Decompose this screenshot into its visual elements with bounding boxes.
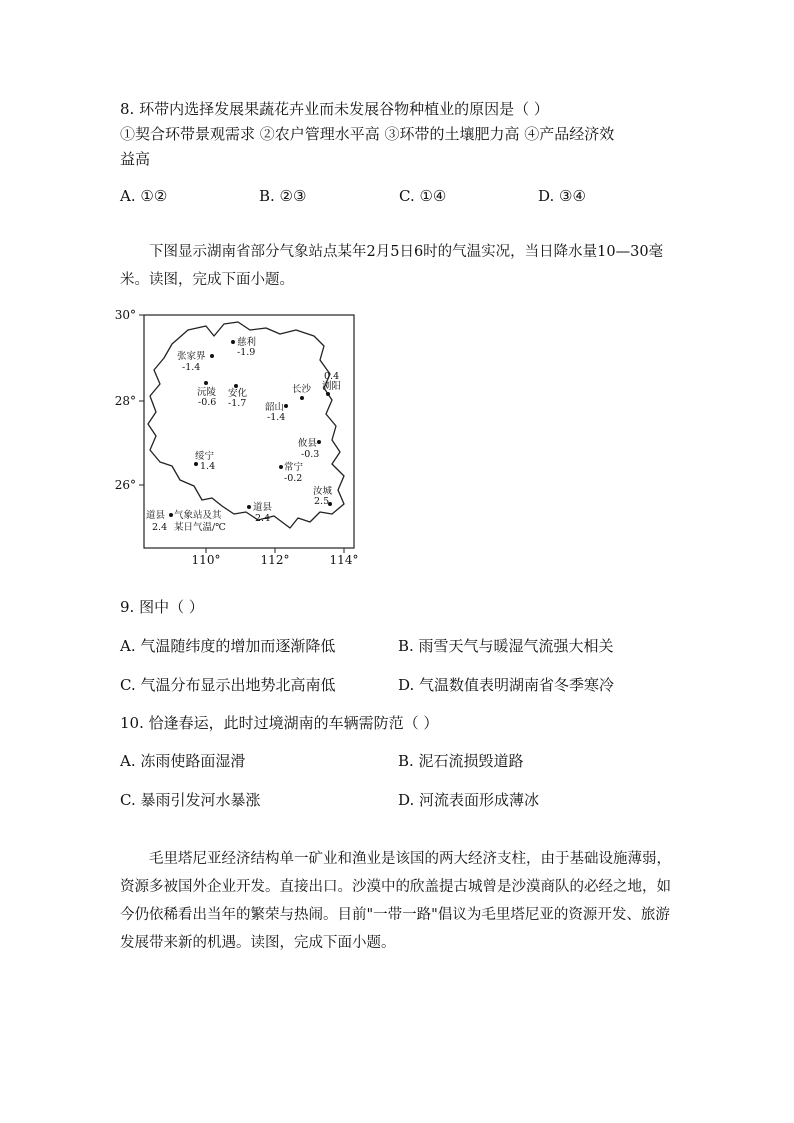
- station-temp: -0.6: [198, 397, 217, 408]
- q8-stem: 8. 环带内选择发展果蔬花卉业而未发展谷物种植业的原因是（ ）: [120, 100, 549, 118]
- station-dot: [194, 462, 198, 466]
- q8-items-line2: 益高: [120, 150, 151, 168]
- q9-option-a: A. 气温随纬度的增加而逐渐降低: [120, 637, 336, 655]
- station-name: 道县: [253, 502, 273, 513]
- station-dot: [204, 381, 208, 385]
- station-temp: 2.4: [255, 513, 271, 524]
- q10-option-c: C. 暴雨引发河水暴涨: [120, 791, 261, 809]
- station-name: 长沙: [292, 384, 312, 395]
- station-dot: [326, 392, 330, 396]
- mauritania-passage: [120, 845, 680, 957]
- lon-label-114: 114°: [329, 553, 359, 567]
- station-temp: -0.3: [301, 449, 320, 460]
- station-temp: -1.4: [182, 362, 201, 373]
- legend-line2: 某日气温/℃: [174, 522, 226, 533]
- lon-label-110: 110°: [191, 553, 221, 567]
- station-temp: 2.5: [314, 496, 330, 507]
- lat-label-26: 26°: [114, 478, 136, 492]
- station-dot: [210, 354, 214, 358]
- map-intro-text: 下图显示湖南省部分气象站点某年2月5日6时的气温实况，当日降水量10—30毫米。读图，完成下面小题。: [120, 244, 664, 288]
- q9-option-b: B. 雨雪天气与暖湿气流强大相关: [398, 637, 614, 655]
- legend-dot: [169, 513, 173, 517]
- legend-temp: 2.4: [152, 522, 168, 533]
- q9-option-c: C. 气温分布显示出地势北高南低: [120, 676, 336, 694]
- q8-option-a: A. ①②: [120, 187, 168, 205]
- q10-option-a: A. 冻雨使路面湿滑: [120, 752, 246, 770]
- station-temp: 0.4: [324, 371, 340, 382]
- station-dot: [284, 404, 288, 408]
- station-temp: 1.4: [200, 461, 216, 472]
- q8-option-b: B. ②③: [259, 187, 307, 205]
- station-dot: [279, 465, 283, 469]
- lat-label-30: 30°: [114, 308, 136, 322]
- q9-option-d: D. 气温数值表明湖南省冬季寒冷: [398, 676, 615, 694]
- q10-stem: 10. 恰逢春运，此时过境湖南的车辆需防范（ ）: [120, 714, 439, 732]
- mauritania-passage-text: 毛里塔尼亚经济结构单一矿业和渔业是该国的两大经济支柱，由于基础设施薄弱，资源多被国外企业开发。直接出口。沙漠中的欣盖提古城曾是沙漠商队的必经之地，如今仍依稀看出当年的繁荣与热闹。目前"一带一路"倡议为毛里塔尼亚的资源开发、旅游发展带来新的机遇。读图，完成下面小题。: [120, 851, 671, 951]
- legend-name: 道县: [146, 510, 166, 521]
- station-name: 常宁: [284, 462, 304, 473]
- station-dot: [300, 396, 304, 400]
- q10-option-d: D. 河流表面形成薄冰: [398, 791, 540, 809]
- station-temp: -1.4: [267, 412, 286, 423]
- station-anhua: [228, 384, 248, 409]
- hunan-temperature-map: [110, 300, 370, 570]
- station-temp: -1.7: [228, 398, 247, 409]
- station-name: 汝城: [313, 486, 333, 497]
- lat-label-28: 28°: [114, 394, 136, 408]
- station-name: 张家界: [177, 351, 206, 362]
- station-name: 浏阳: [322, 381, 342, 392]
- q8-items-line1: ①契合环带景观需求 ②农户管理水平高 ③环带的土壤肥力高 ④产品经济效: [120, 125, 615, 143]
- station-name: 安化: [228, 388, 248, 399]
- station-temp: -1.9: [237, 347, 256, 358]
- station-name: 慈利: [237, 337, 257, 348]
- map-intro: [120, 238, 680, 294]
- q9-stem: 9. 图中（ ）: [120, 598, 204, 616]
- q8-option-d: D. ③④: [538, 187, 586, 205]
- station-name: 攸县: [298, 438, 318, 449]
- station-dot: [247, 505, 251, 509]
- station-rucheng: [313, 485, 333, 507]
- station-dot: [231, 340, 235, 344]
- q8-option-c: C. ①④: [399, 187, 447, 205]
- station-name: 韶山: [265, 402, 285, 413]
- station-dot: [317, 440, 321, 444]
- lon-label-112: 112°: [260, 553, 290, 567]
- station-name: 沅陵: [197, 387, 217, 398]
- legend-line1: 气象站及其: [174, 510, 222, 521]
- q10-option-b: B. 泥石流损毁道路: [398, 752, 524, 770]
- station-temp: -0.2: [284, 473, 303, 484]
- station-name: 绥宁: [195, 451, 215, 462]
